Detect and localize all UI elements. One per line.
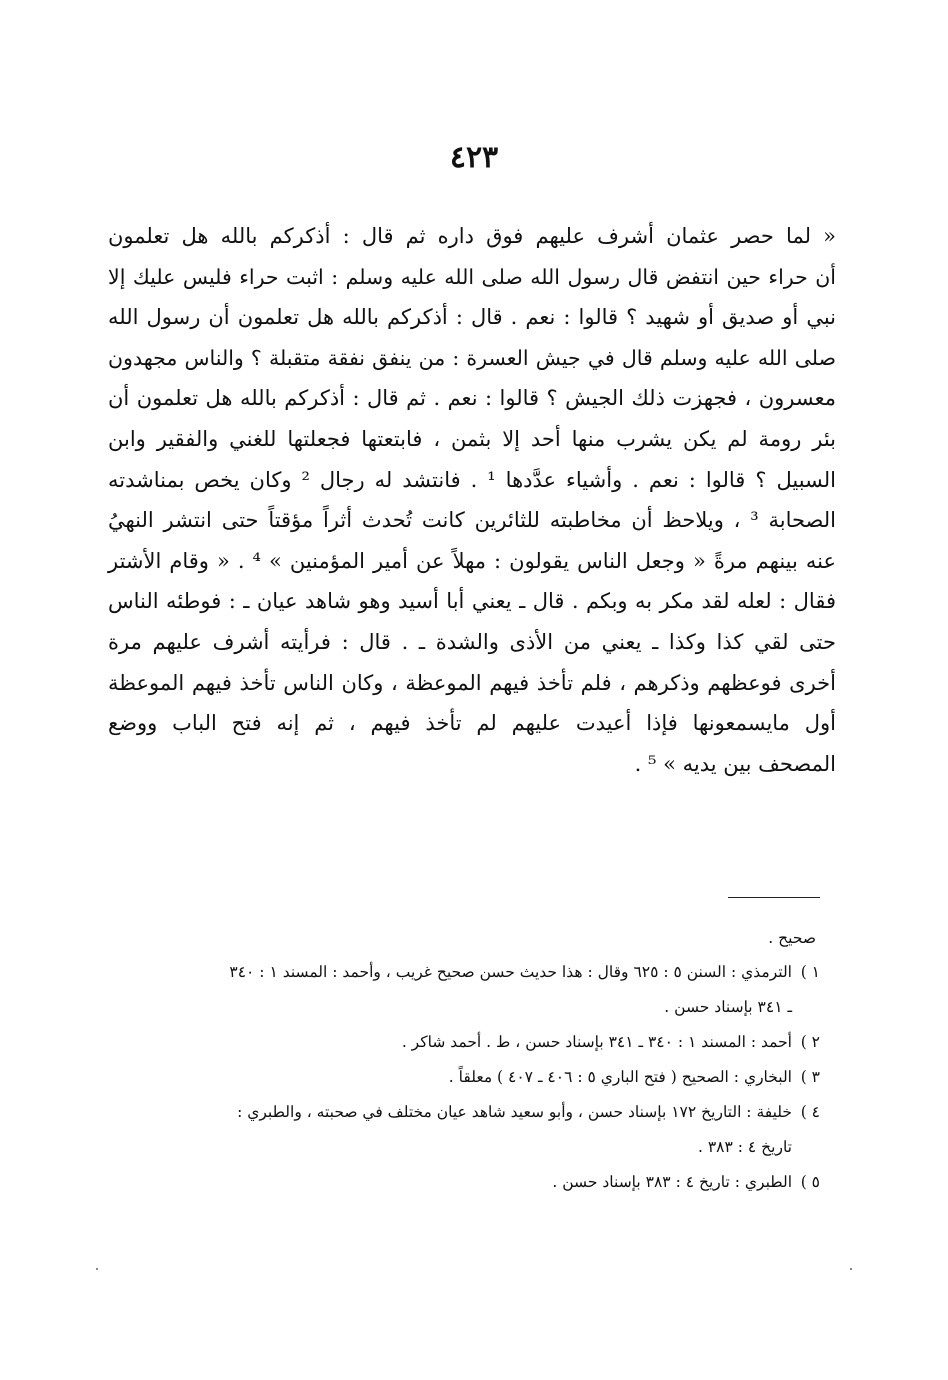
text-line: السبيل ؟ قالوا : نعم . وأشياء عدَّدها ¹ . فانتشد له رجال ² وكان يخص بمناشدته (108, 467, 836, 492)
text-line: أن حراء حين انتفض قال رسول الله صلى الله عليه وسلم : اثبت حراء فليس عليك إلا (108, 264, 836, 289)
footnote-marker: ١ ) (800, 963, 820, 981)
text-line: معسرون ، فجهزت ذلك الجيش ؟ قالوا : نعم . ثم قال : أذكركم بالله هل تعلمون أن (108, 386, 836, 411)
text-line: فقال : لعله لقد مكر به وبكم . قال ـ يعني أبا أسيد وهو شاهد عيان ـ : فوطئه الناس (108, 589, 836, 614)
footnotes (140, 928, 820, 1207)
text-line: حتى لقي كذا وكذا ـ يعني من الأذى والشدة ـ . قال : فرأيته أشرف عليهم مرة (108, 629, 836, 654)
text-line: المصحف بين يديه » ⁵ . (634, 751, 836, 776)
footnote (140, 1067, 820, 1087)
footnote-text: الطبري : تاريخ ٤ : ٣٨٣ بإسناد حسن . (552, 1173, 792, 1191)
text-line: « لما حصر عثمان أشرف عليهم فوق داره ثم قال : أذكركم بالله هل تعلمون (108, 224, 836, 248)
footnote-separator (728, 897, 820, 898)
text-line: بئر رومة لم يكن يشرب منها أحد إلا بثمن ، فابتعتها فجعلتها للغني والفقير وابن (108, 426, 836, 451)
footnote (140, 962, 820, 982)
text-line: عنه بينهم مرةً « وجعل الناس يقولون : مهلاً عن أمير المؤمنين » ⁴ . « وقام الأشتر (108, 548, 837, 573)
footnote-marker: ٤ ) (800, 1103, 820, 1121)
footnote-marker: ٥ ) (800, 1173, 820, 1191)
page-number: ٤٢٣ (449, 140, 499, 175)
footnote-text: البخاري : الصحيح ( فتح الباري ٥ : ٤٠٦ ـ ٤٠٧ ) معلقاً . (448, 1068, 792, 1086)
footnote-continuation: صحيح . (768, 929, 816, 947)
text-line: أول مايسمعونها فإذا أعيدت عليهم لم تأخذ فيهم ، ثم إنه فتح الباب ووضع (108, 711, 836, 736)
scan-speck (96, 1268, 98, 1270)
footnote-text: الترمذي : السنن ٥ : ٦٢٥ وقال : هذا حديث حسن صحيح غريب ، وأحمد : المسند ١ : ٣٤٠ (229, 963, 792, 981)
footnote (140, 1102, 820, 1122)
footnote-text: خليفة : التاريخ ١٧٢ بإسناد حسن ، وأبو سعيد شاهد عيان مختلف في صحبته ، والطبري : (237, 1103, 792, 1121)
text-line: نبي أو صديق أو شهيد ؟ قالوا : نعم . قال : أذكركم بالله هل تعلمون أن رسول الله (108, 305, 836, 330)
text-line: صلى الله عليه وسلم قال في جيش العسرة : من ينفق نفقة متقبلة ؟ والناس مجهدون (108, 345, 836, 370)
main-text (108, 216, 836, 784)
text-line: أخرى فوعظهم وذكرهم ، فلم تأخذ فيهم الموعظة ، وكان الناس تأخذ فيهم الموعظة (108, 670, 836, 695)
scan-speck (850, 1268, 852, 1270)
footnote-text: أحمد : المسند ١ : ٣٤٠ ـ ٣٤١ بإسناد حسن ، ط . أحمد شاكر . (401, 1033, 792, 1051)
text-line: الصحابة ³ ، ويلاحظ أن مخاطبته للثائرين كانت تُحدث أثراً مؤقتاً حتى انتشر النهيُ (108, 508, 836, 533)
footnote-continuation-line: ـ ٣٤١ بإسناد حسن . (664, 998, 792, 1016)
footnote (140, 1172, 820, 1192)
footnote-continuation-line: تاريخ ٤ : ٣٨٣ . (697, 1138, 792, 1156)
footnote (140, 1032, 820, 1052)
footnote-marker: ٢ ) (800, 1033, 820, 1051)
footnote-marker: ٣ ) (800, 1068, 820, 1086)
